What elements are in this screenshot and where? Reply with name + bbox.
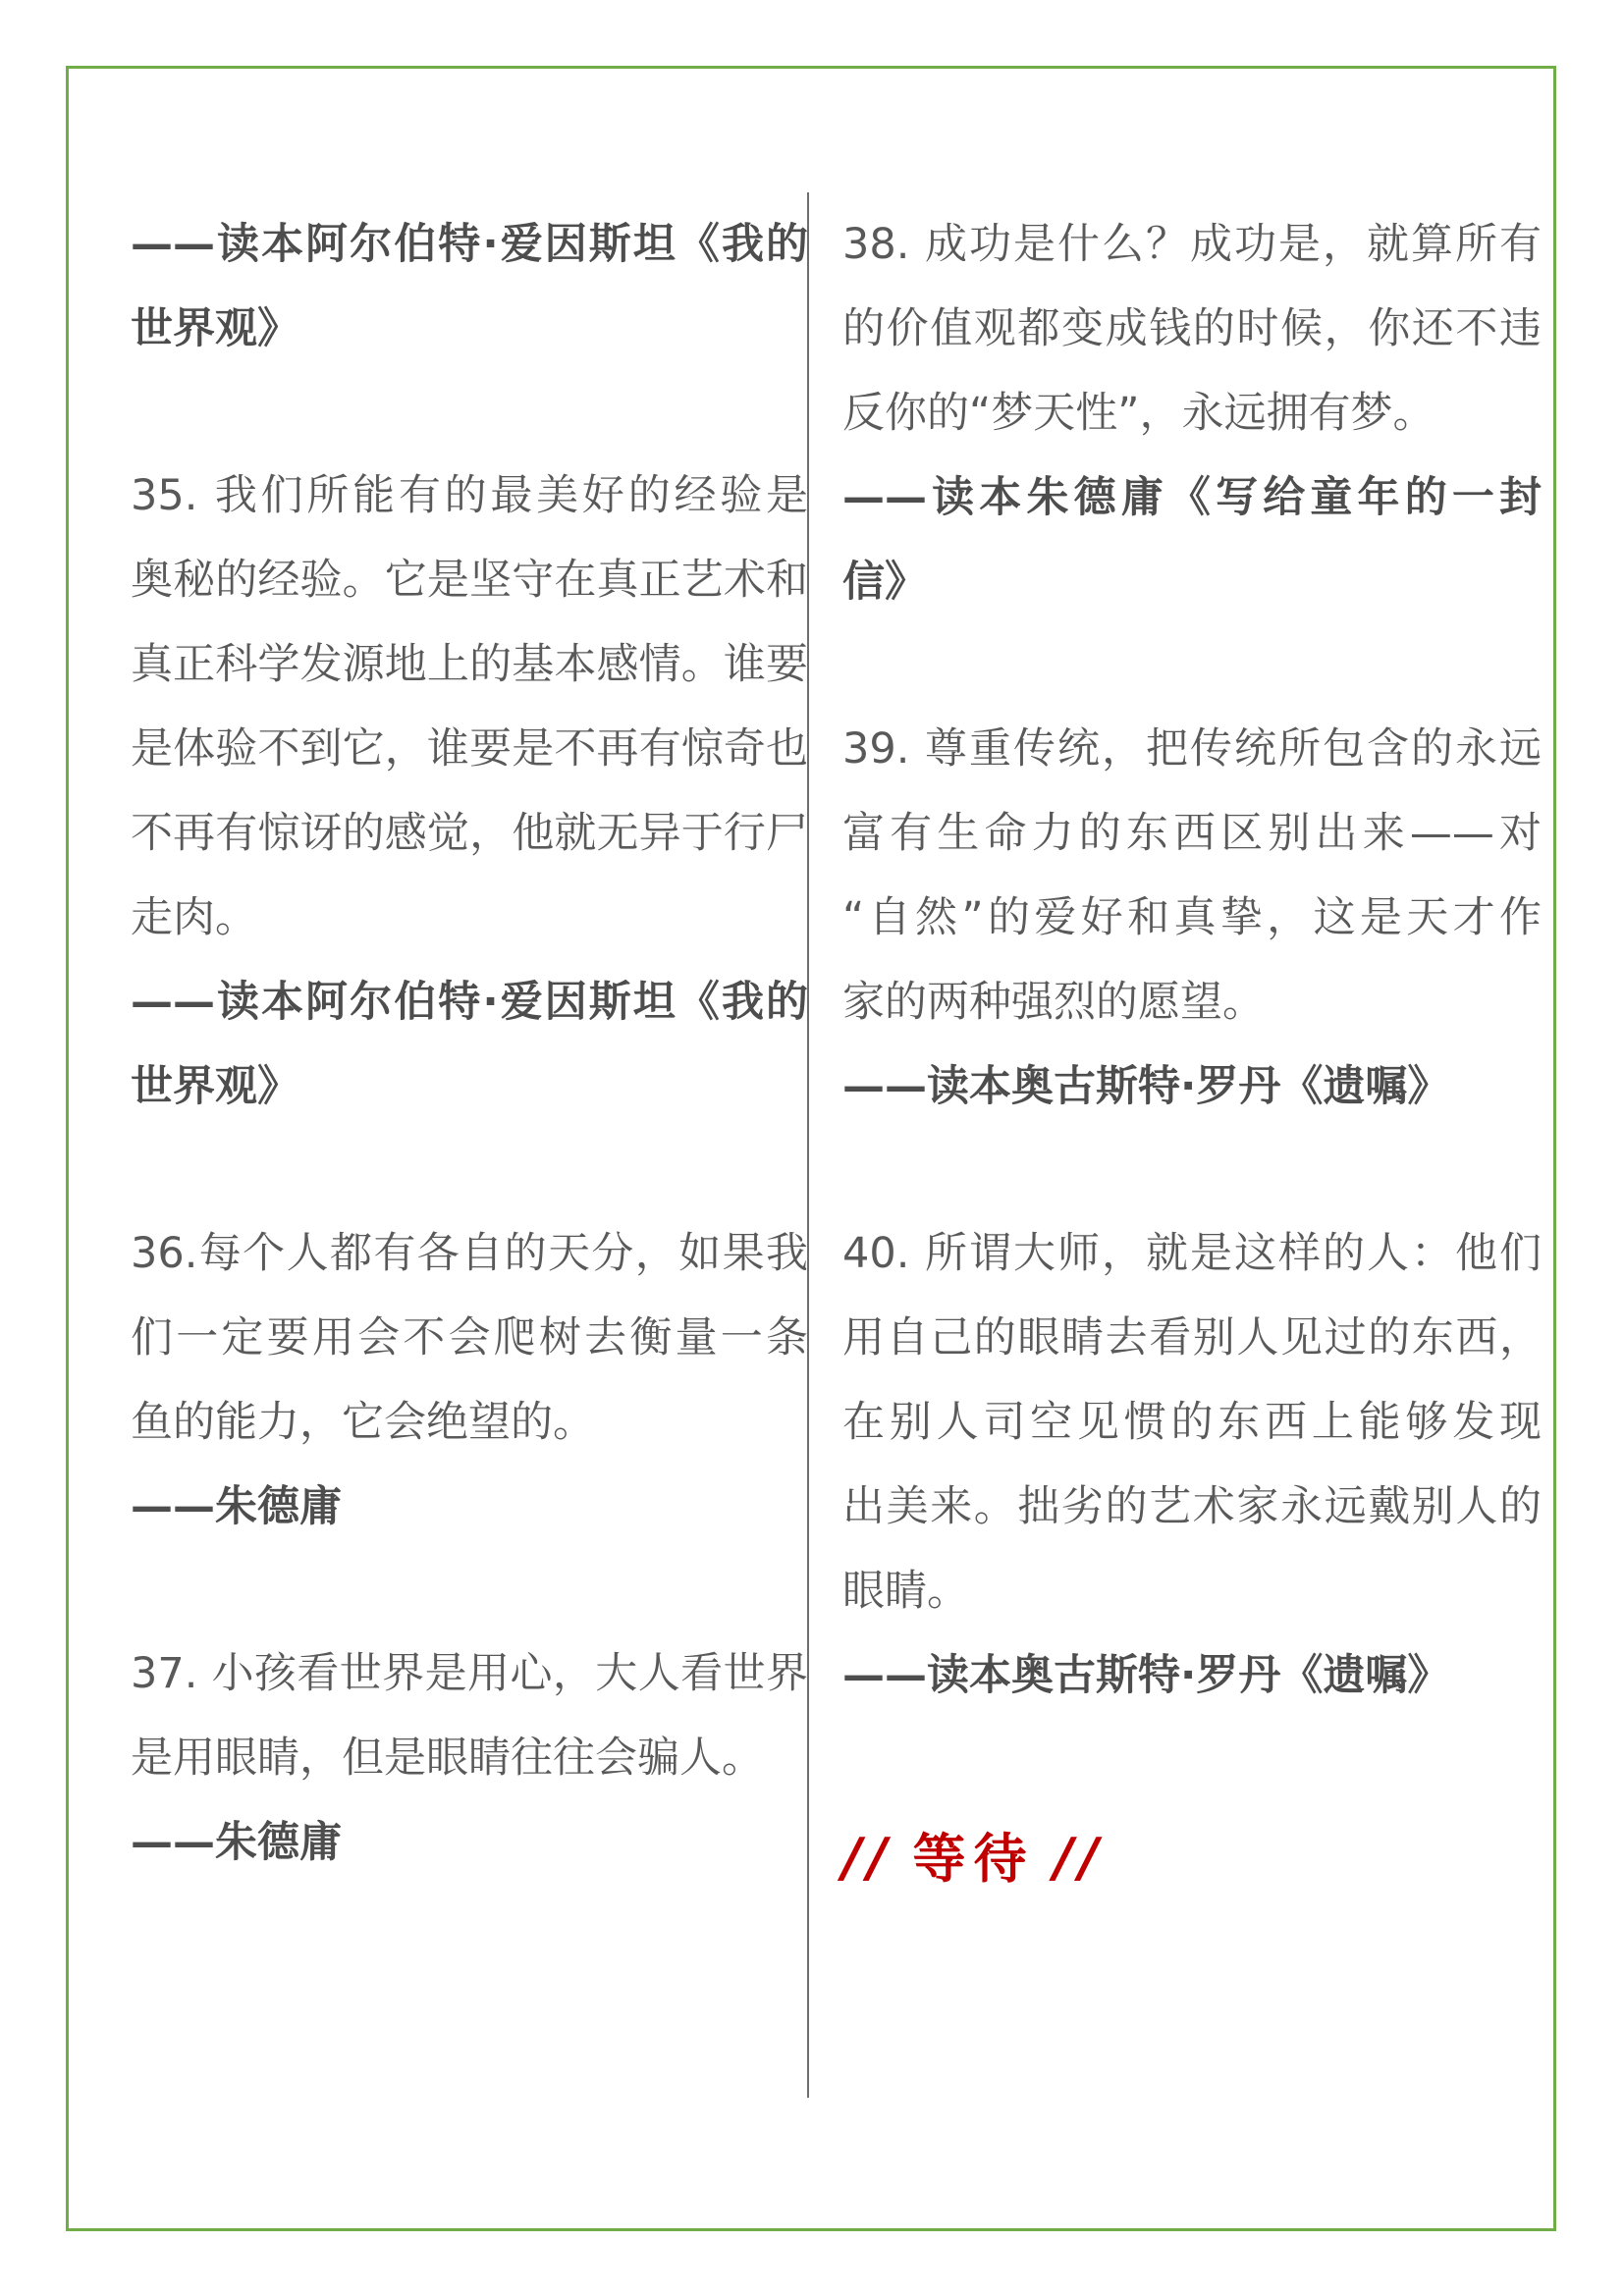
marker-close-slashes: // [1054,1827,1105,1889]
quote-line: 富有生命力的东西区别出来——对 [842,809,1542,858]
citation-line: ——读本奥古斯特·罗丹《遗嘱》 [842,1062,1450,1111]
quote-36 [131,1211,808,1465]
marker-label: 等待 [912,1827,1035,1890]
citation-zhudeyong-letter [842,455,1542,624]
quote-38 [842,202,1542,455]
citation-line: ——读本朱德庸《写给童年的一封 [842,473,1542,522]
citation-einstein [131,202,808,371]
citation-line: 世界观》 [131,1062,299,1111]
quote-line: 出美来。拙劣的艺术家永远戴别人的 [842,1482,1542,1531]
citation-line: 信》 [842,558,927,607]
citation-rodin [842,1044,1542,1129]
quote-line: 是体验不到它，谁要是不再有惊奇也 [131,724,808,774]
citation-line: ——朱德庸 [131,1482,342,1531]
marker-open-slashes: // [842,1827,893,1889]
quote-line: 36.每个人都有各自的天分，如果我 [131,1229,808,1278]
quote-39 [842,707,1542,1044]
citation-line: ——读本阿尔伯特·爱因斯坦《我的 [131,220,808,269]
quote-line: 们一定要用会不会爬树去衡量一条 [131,1313,808,1362]
quote-line: 反你的“梦天性”，永远拥有梦。 [842,389,1435,438]
right-column [842,202,1542,1889]
quote-line: 35. 我们所能有的最美好的经验是 [131,471,808,520]
quote-line: 走肉。 [131,893,257,942]
quote-line: 奥秘的经验。它是坚守在真正艺术和 [131,556,808,605]
quote-line: 鱼的能力，它会绝望的。 [131,1398,595,1447]
quote-line: “自然”的爱好和真挚，这是天才作 [842,893,1542,942]
citation-zhudeyong [131,1800,808,1885]
citation-line: 世界观》 [131,304,299,353]
quote-line: 用自己的眼睛去看别人见过的东西， [842,1313,1542,1362]
quote-line: 39. 尊重传统，把传统所包含的永远 [842,724,1542,774]
citation-line: ——读本阿尔伯特·爱因斯坦《我的 [131,978,808,1027]
quote-40 [842,1211,1542,1633]
quote-line: 37. 小孩看世界是用心，大人看世界 [131,1649,808,1698]
citation-line: ——朱德庸 [131,1818,342,1867]
quote-line: 真正科学发源地上的基本感情。谁要 [131,640,808,689]
citation-zhudeyong [131,1465,808,1549]
quote-line: 的价值观都变成钱的时候，你还不违 [842,304,1542,353]
waiting-section-marker [842,1828,1542,1889]
citation-line: ——读本奥古斯特·罗丹《遗嘱》 [842,1651,1450,1700]
quote-line: 家的两种强烈的愿望。 [842,978,1265,1027]
quote-line: 在别人司空见惯的东西上能够发现 [842,1398,1542,1447]
quote-line: 不再有惊讶的感觉，他就无异于行尸 [131,809,808,858]
quote-line: 40. 所谓大师，就是这样的人：他们 [842,1229,1542,1278]
left-column [131,202,808,1885]
quote-line: 38. 成功是什么？成功是，就算所有 [842,220,1542,269]
quote-37 [131,1631,808,1800]
quote-line: 是用眼睛，但是眼睛往往会骗人。 [131,1734,764,1783]
citation-rodin [842,1633,1542,1718]
citation-einstein [131,960,808,1129]
quote-line: 眼睛。 [842,1567,969,1616]
quote-35 [131,454,808,960]
